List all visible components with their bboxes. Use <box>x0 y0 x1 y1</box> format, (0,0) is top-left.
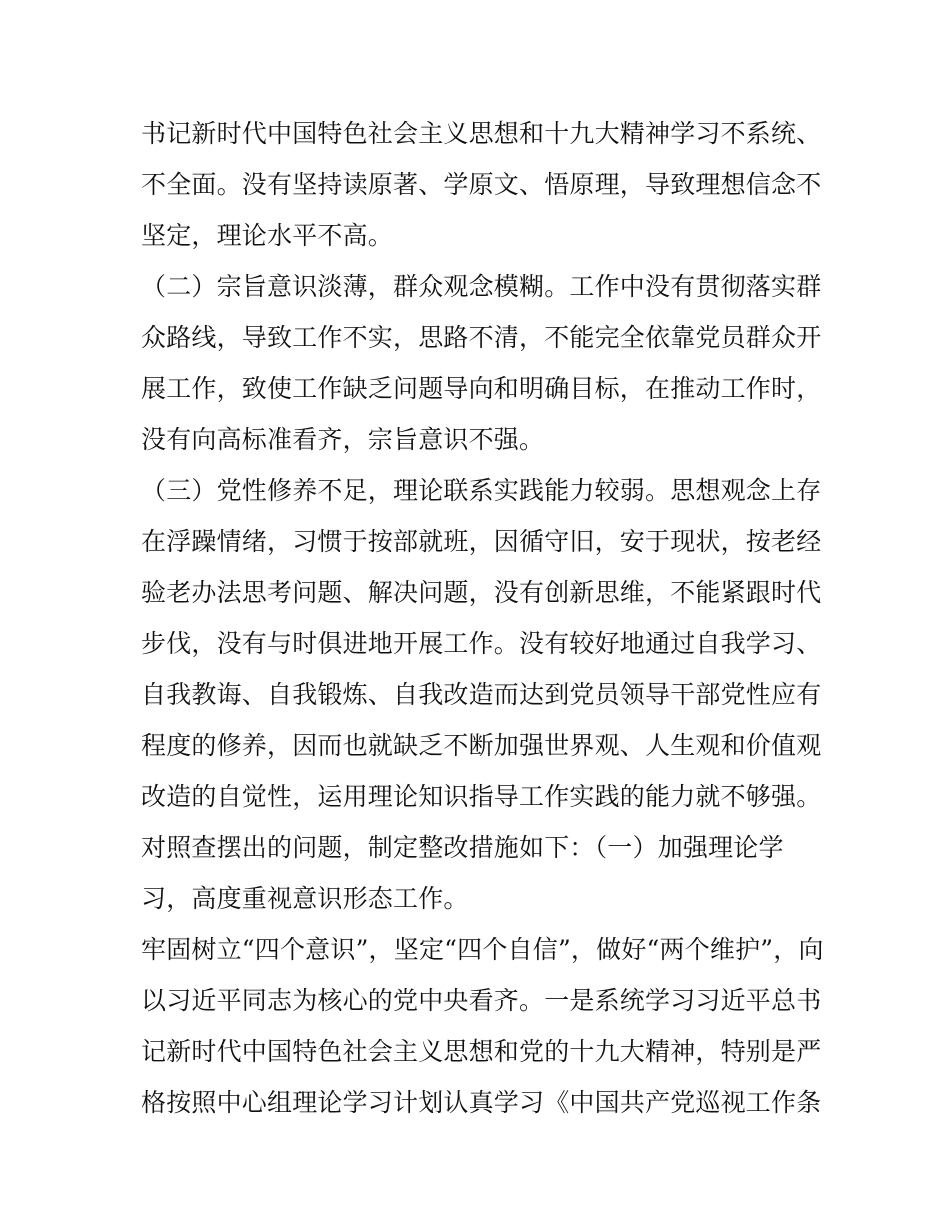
text-line-20: 格按照中心组理论学习计划认真学习《中国共产党巡视工作条 <box>141 1088 822 1117</box>
body-text <box>141 108 824 1128</box>
text-line-19: 记新时代中国特色社会主义思想和党的十九大精神，特别是严 <box>141 1037 822 1066</box>
text-line-5: 众路线，导致工作不实，思路不清，不能完全依靠党员群众开 <box>141 323 822 352</box>
text-line-6: 展工作，致使工作缺乏问题导向和明确目标，在推动工作时， <box>141 374 822 403</box>
text-line-7: 没有向高标准看齐，宗旨意识不强。 <box>141 425 545 454</box>
text-line-4: （二）宗旨意识淡薄，群众观念模糊。工作中没有贯彻落实群 <box>141 272 822 301</box>
text-line-2: 不全面。没有坚持读原著、学原文、悟原理，导致理想信念不 <box>141 170 822 199</box>
text-line-14: 改造的自觉性，运用理论知识指导工作实践的能力就不够强。 <box>141 782 822 811</box>
text-line-1: 书记新时代中国特色社会主义思想和十九大精神学习不系统、 <box>141 119 822 148</box>
text-line-3: 坚定，理论水平不高。 <box>141 221 394 250</box>
text-line-16: 习，高度重视意识形态工作。 <box>141 884 469 913</box>
text-line-15: 对照查摆出的问题，制定整改措施如下：（一）加强理论学 <box>141 833 784 862</box>
text-line-12: 自我教诲、自我锻炼、自我改造而达到党员领导干部党性应有 <box>141 680 822 709</box>
text-line-9: 在浮躁情绪，习惯于按部就班，因循守旧，安于现状，按老经 <box>141 527 822 556</box>
text-line-10: 验老办法思考问题、解决问题，没有创新思维，不能紧跟时代 <box>141 578 822 607</box>
text-line-18: 以习近平同志为核心的党中央看齐。一是系统学习习近平总书 <box>141 986 822 1015</box>
text-line-13: 程度的修养，因而也就缺乏不断加强世界观、人生观和价值观 <box>141 731 822 760</box>
text-line-17: 牢固树立“四个意识”，坚定“四个自信”，做好“两个维护”，向 <box>141 935 824 964</box>
text-line-11: 步伐，没有与时俱进地开展工作。没有较好地通过自我学习、 <box>141 629 822 658</box>
text-line-8: （三）党性修养不足，理论联系实践能力较弱。思想观念上存 <box>141 476 822 505</box>
